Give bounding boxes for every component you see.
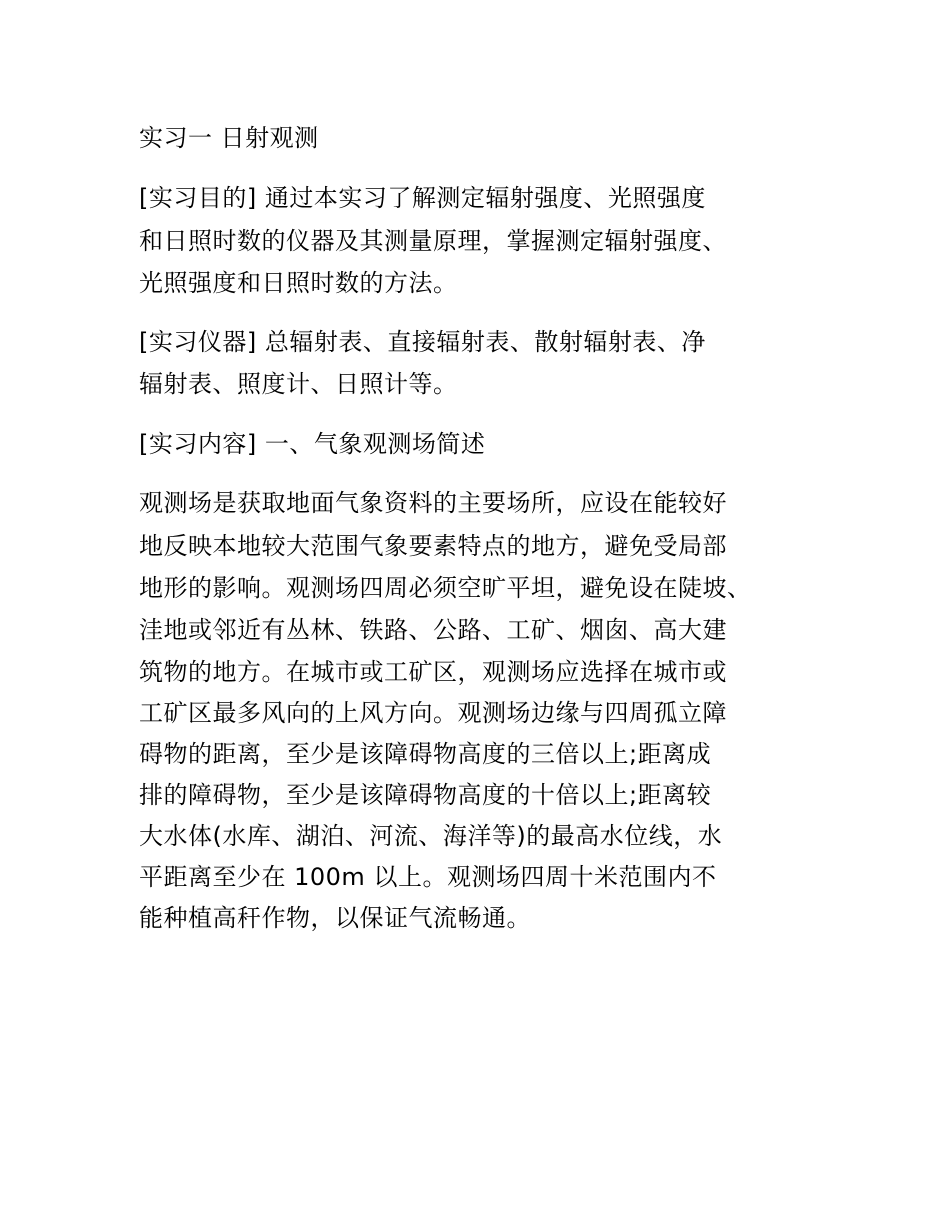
paragraph-line: 和日照时数的仪器及其测量原理，掌握测定辐射强度、 (139, 227, 727, 255)
paragraph-line: 筑物的地方。在城市或工矿区，观测场应选择在城市或 (139, 658, 727, 686)
paragraph-line: 排的障碍物，至少是该障碍物高度的十倍以上;距离较 (139, 781, 712, 809)
paragraph-line: [实习目的] 通过本实习了解测定辐射强度、光照强度 (139, 184, 706, 212)
document-title: 实习一 日射观测 (139, 124, 319, 152)
paragraph-line: 平距离至少在 100m 以上。观测场四周十米范围内不 (139, 863, 717, 891)
paragraph-line: 观测场是获取地面气象资料的主要场所，应设在能较好 (139, 489, 727, 517)
paragraph-line: 辐射表、照度计、日照计等。 (139, 370, 458, 398)
content-heading: [实习内容] 一、气象观测场简述 (139, 430, 486, 458)
paragraph-line: 光照强度和日照时数的方法。 (139, 269, 458, 297)
paragraph-line: 碍物的距离，至少是该障碍物高度的三倍以上;距离成 (139, 740, 712, 768)
paragraph-line: 地反映本地较大范围气象要素特点的地方，避免受局部 (139, 532, 727, 560)
paragraph-line: 大水体(水库、湖泊、河流、海洋等)的最高水位线，水 (139, 822, 723, 850)
paragraph-line: 洼地或邻近有丛林、铁路、公路、工矿、烟囱、高大建 (139, 616, 727, 644)
paragraph-line: [实习仪器] 总辐射表、直接辐射表、散射辐射表、净 (139, 328, 706, 356)
paragraph-line: 地形的影响。观测场四周必须空旷平坦，避免设在陡坡、 (139, 574, 752, 602)
paragraph-line: 工矿区最多风向的上风方向。观测场边缘与四周孤立障 (139, 699, 727, 727)
paragraph-line: 能种植高秆作物，以保证气流畅通。 (139, 904, 531, 932)
